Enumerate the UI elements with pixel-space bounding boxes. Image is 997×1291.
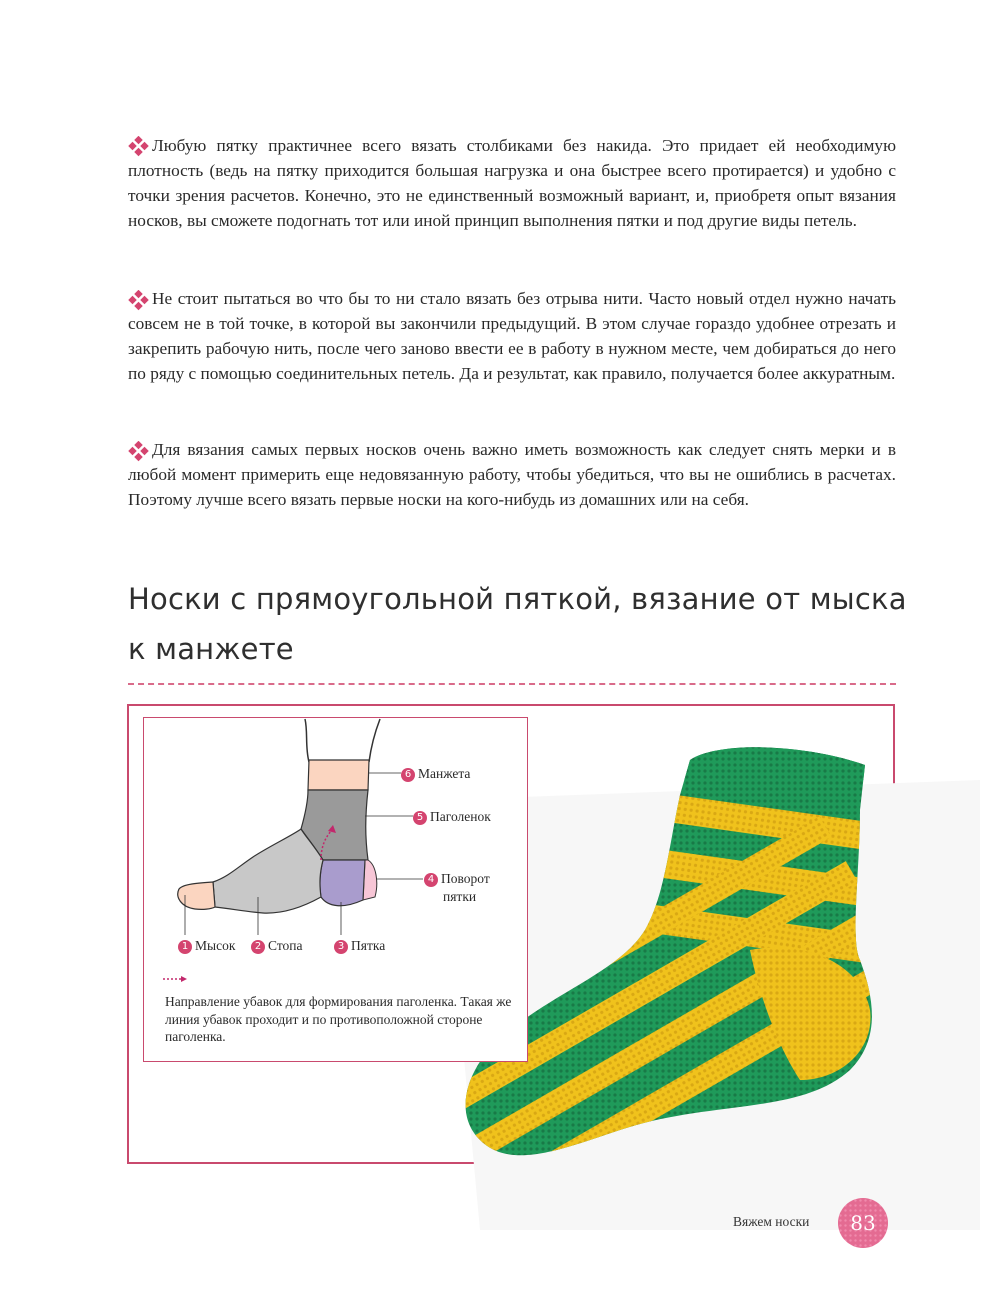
paragraph-first-socks: Для вязания самых первых носков очень важно иметь возможность как следует снять мерки и в любой момент примерить еще недовязанную работу, чтобы убедиться, что вы не ошиблись в расчетах. Поэтому лучше всего вязать первые носки на кого-нибудь из домашних или на себя. — [128, 440, 896, 509]
dashed-divider — [128, 683, 896, 685]
label-leg: 5 Паголенок — [413, 808, 491, 825]
section-title: Носки с прямоугольной пяткой, вязание от мыска — [128, 582, 907, 616]
footer-section-title: Вяжем носки — [733, 1214, 810, 1229]
label-foot: 2 Стопа — [251, 937, 303, 954]
diagram-note: Направление убавок для формирования паголенка. Такая же линия убавок проходит и по противоположной стороне паголенка. — [165, 994, 512, 1044]
label-heel-turn-line2: пятки — [443, 889, 477, 904]
label-cuff: 6 Манжета — [401, 765, 470, 782]
label-toe: 1 Мысок — [178, 937, 235, 954]
paragraph-heel-stitch: Любую пятку практичнее всего вязать столбиками без накида. Это придает ей необходимую плотность (ведь на пятку приходится большая нагрузка и она быстрее всего протирается) и удобно с точки зрения расчетов. Конечно, это не единственный возможный вариант, и, приобретя опыт вязания носков, вы сможете подогнать тот или иной принцип выполнения пятки и под другие виды петель. — [128, 136, 896, 230]
page-number: 83 — [838, 1198, 888, 1248]
paragraph-yarn-cut: Не стоит пытаться во что бы то ни стало вязать без отрыва нити. Часто новый отдел нужно начать совсем не в той точке, в которой вы закончили предыдущий. В этом случае гораздо удобнее отрезать и закрепить рабочую нить, после чего заново ввести ее в работу в нужном месте, чем добираться до него по ряду с помощью соединительных петель. Да и результат, как правило, получается более аккуратным. — [128, 289, 896, 383]
label-heel: 3 Пятка — [334, 937, 385, 954]
section-title-line2: к манжете — [128, 632, 294, 666]
label-heel-turn: 4 Поворот — [424, 870, 490, 887]
